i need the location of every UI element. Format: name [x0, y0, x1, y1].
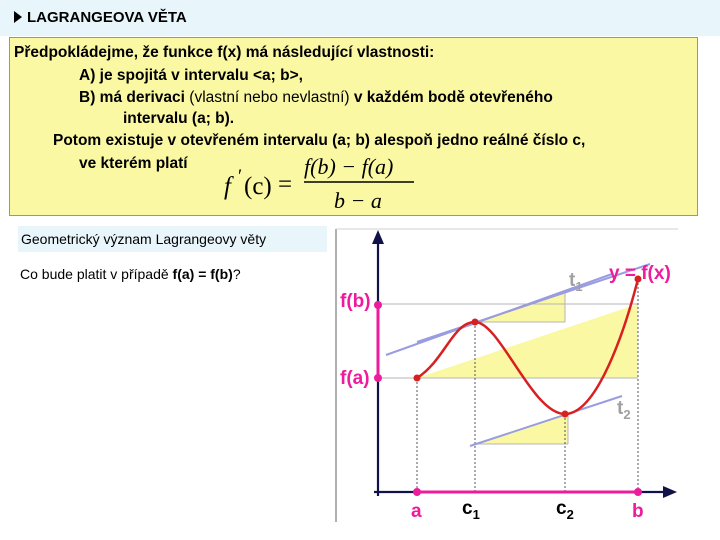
theorem-line-3b: (vlastní nebo nevlastní) — [189, 89, 350, 106]
formula-arg: (c) — [244, 173, 272, 200]
geometric-meaning-box — [18, 226, 327, 252]
title-bar — [0, 0, 720, 36]
label-t2-sub: 2 — [623, 407, 631, 422]
theorem-line-3 — [79, 89, 553, 107]
question-before: Co bude platit v případě — [20, 266, 173, 282]
theorem-line-4: intervalu (a; b). — [123, 110, 235, 127]
bullet-triangle-icon — [14, 11, 22, 23]
formula-equals: = — [278, 171, 293, 198]
point-a-on-curve — [414, 375, 421, 382]
label-c2-main: c — [556, 498, 567, 519]
slide-title-text: LAGRANGEOVA VĚTA — [27, 9, 187, 26]
point-b-on-axis — [634, 488, 642, 496]
theorem-line-6: ve kterém platí — [79, 155, 188, 172]
label-b: b — [632, 501, 644, 522]
label-a: a — [411, 501, 422, 522]
question-text — [20, 266, 241, 282]
label-fa: f(a) — [340, 368, 370, 389]
label-curve: y = f(x) — [609, 263, 671, 284]
question-after: ? — [232, 266, 241, 282]
theorem-line-3a: B) má derivaci — [79, 89, 190, 106]
label-c1-main: c — [462, 498, 473, 519]
label-c1-sub: 1 — [472, 507, 480, 522]
formula-denominator: b − a — [334, 188, 382, 213]
point-c2-on-curve — [562, 411, 569, 418]
formula-prime: ′ — [238, 166, 243, 187]
label-c2-sub: 2 — [566, 507, 574, 522]
formula-f: f — [224, 173, 231, 200]
geometric-meaning-label: Geometrický význam Lagrangeovy věty — [21, 231, 267, 247]
label-t1-sub: 1 — [575, 279, 583, 294]
question-bold: f(a) = f(b) — [172, 266, 233, 282]
point-c1-on-curve — [472, 319, 479, 326]
point-a-on-axis — [413, 488, 421, 496]
theorem-line-5: Potom existuje v otevřeném intervalu (a; b) alespoň jedno reálné číslo c, — [53, 132, 586, 149]
slide-title — [14, 9, 187, 26]
point-fa-on-axis — [374, 374, 382, 382]
label-fb: f(b) — [340, 291, 371, 312]
point-fb-on-axis — [374, 301, 382, 309]
label-t1-main: t — [569, 270, 576, 291]
lagrange-figure — [334, 227, 680, 525]
theorem-line-2: A) je spojitá v intervalu <a; b>, — [79, 67, 303, 84]
lagrange-formula — [218, 152, 418, 214]
formula-numerator: f(b) − f(a) — [304, 154, 394, 179]
theorem-line-3c: v každém bodě otevřeného — [349, 89, 553, 106]
theorem-line-1: Předpokládejme, že funkce f(x) má následující vlastnosti: — [14, 44, 435, 61]
label-t2-main: t — [617, 398, 624, 419]
